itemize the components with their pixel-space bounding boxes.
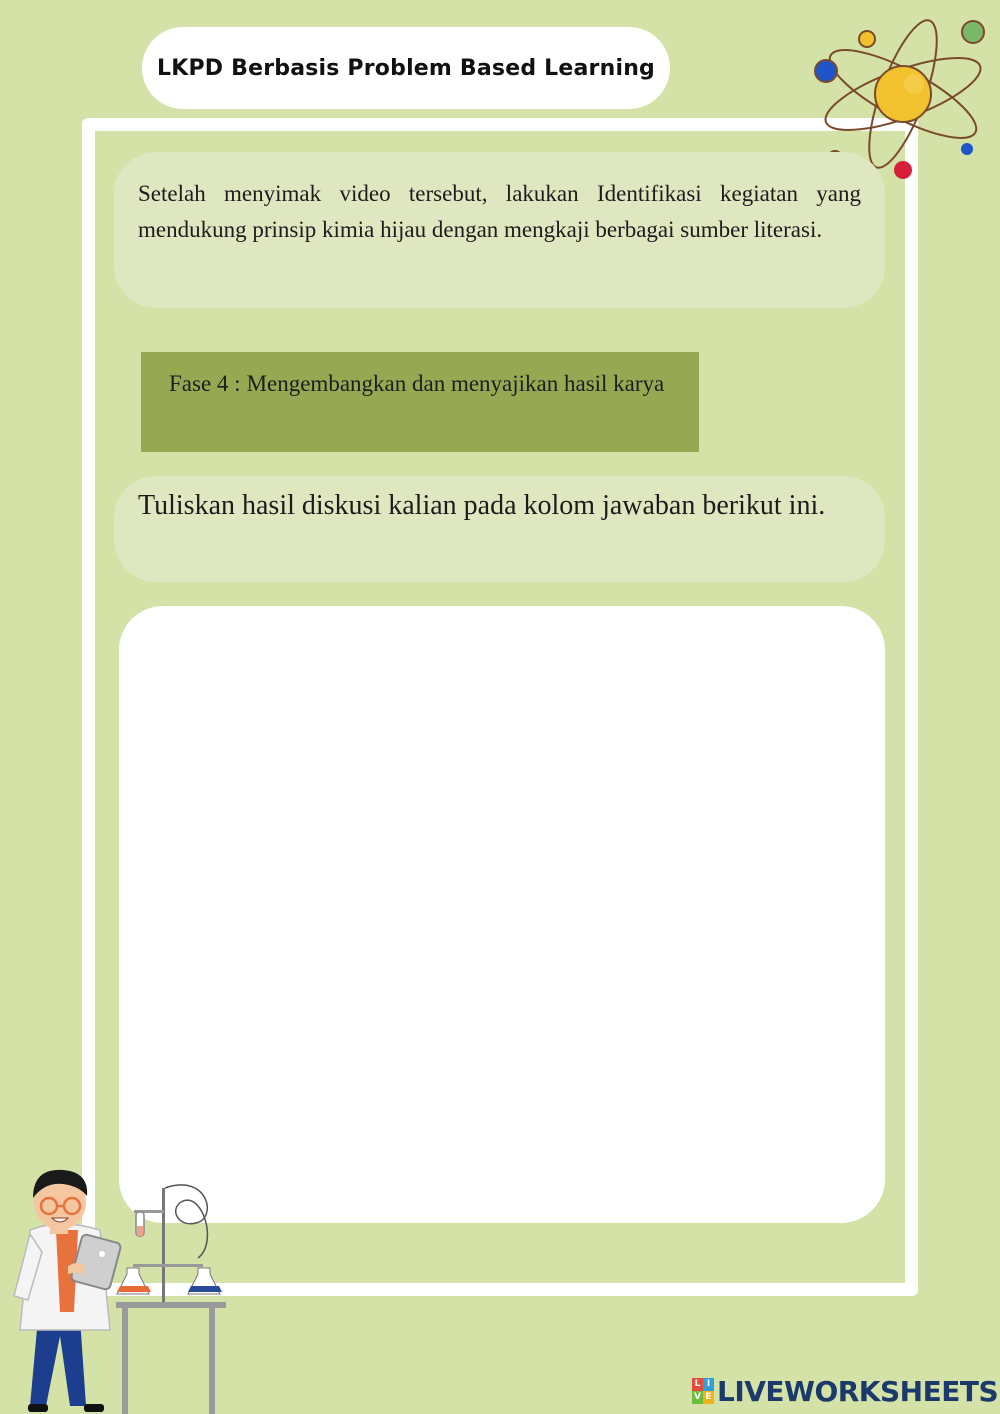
liveworksheets-wordmark: LIVEWORKSHEETS	[717, 1374, 999, 1408]
instruction-text: Tuliskan hasil diskusi kalian pada kolom jawaban berikut ini.	[138, 490, 826, 521]
tag-letter: E	[703, 1391, 714, 1404]
phase-title: Mengembangkan dan menyajikan hasil karya	[246, 371, 665, 396]
scientist-illustration	[8, 1168, 238, 1414]
phase-label: Fase 4 :	[169, 371, 241, 396]
tag-letter: V	[692, 1391, 703, 1404]
tag-letter: I	[703, 1378, 714, 1391]
page-title: LKPD Berbasis Problem Based Learning	[157, 55, 655, 81]
liveworksheets-logo	[692, 1374, 998, 1408]
phase-box	[141, 352, 699, 452]
answer-text-area[interactable]	[119, 606, 885, 1223]
intro-panel	[114, 152, 885, 308]
instruction-panel	[114, 476, 885, 582]
title-badge	[142, 27, 670, 109]
intro-text: Setelah menyimak video tersebut, lakukan Identifikasi kegiatan yang mendukung prinsip kimia hijau dengan mengkaji berbagai sumber literasi.	[138, 181, 861, 242]
live-tag-icon	[692, 1378, 714, 1404]
tag-letter: L	[692, 1378, 703, 1391]
